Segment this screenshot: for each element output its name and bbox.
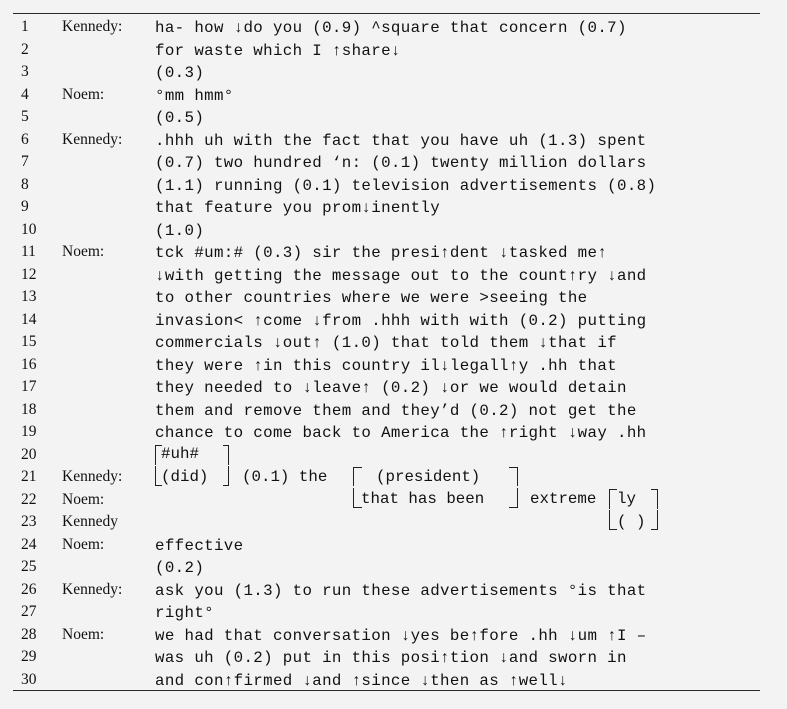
- utterance-text: (1.1) running (0.1) television advertisements (0.8): [155, 176, 657, 195]
- overlap-did: (did): [161, 467, 209, 486]
- transcript-line: [0, 534, 787, 557]
- transcript-line: [0, 84, 787, 107]
- top-rule: [13, 13, 760, 14]
- line-number: 10: [21, 220, 37, 238]
- speaker-label: Kennedy: [62, 513, 118, 530]
- transcript-line: [0, 421, 787, 444]
- line-number: 23: [21, 513, 37, 530]
- bracket-close-20: [223, 445, 229, 465]
- line-number: 28: [21, 625, 37, 643]
- transcript-line: [0, 196, 787, 219]
- transcript-line: [0, 174, 787, 197]
- utterance-text: to other countries where we were >seeing the: [155, 289, 588, 307]
- transcript-line: [0, 646, 787, 669]
- line-number: 5: [21, 108, 29, 125]
- utterance-text: (0.5): [155, 109, 205, 127]
- line-number: 2: [21, 40, 29, 58]
- overlap-pause-the: (0.1) the: [242, 467, 328, 486]
- speaker-label: Noem:: [62, 625, 105, 643]
- line-number: 19: [21, 423, 37, 440]
- line-number: 3: [21, 63, 29, 80]
- utterance-text: right°: [155, 604, 214, 622]
- utterance-text: ↓with getting the message out to the count↑ry ↓and: [155, 266, 647, 285]
- bracket-close-23: [651, 510, 658, 530]
- utterance-text: (0.7) two hundred ‘n: (0.1) twenty million dollars: [155, 154, 647, 172]
- utterance-text: ask you (1.3) to run these advertisements °is that: [155, 581, 647, 600]
- transcript-line: [0, 219, 787, 242]
- line-number: 30: [21, 670, 37, 688]
- utterance-text: (0.3): [155, 64, 205, 82]
- overlap-line-23: [0, 510, 787, 533]
- line-number: 1: [21, 18, 29, 35]
- utterance-text: invasion< ↑come ↓from .hhh with with (0.2) putting: [155, 311, 647, 330]
- bracket-close-21b: [509, 467, 518, 486]
- line-number: 16: [21, 355, 37, 373]
- line-number: 6: [21, 130, 29, 148]
- overlap-line-20: [0, 442, 787, 465]
- utterance-text: they were ↑in this country il↓legall↑y .hh that: [155, 356, 617, 375]
- overlap-extreme: extreme: [530, 490, 597, 508]
- overlap-line-22: [0, 487, 787, 510]
- utterance-text: (0.2): [155, 559, 205, 577]
- line-number: 29: [21, 648, 37, 665]
- transcript-line: [0, 151, 787, 174]
- utterance-text: that feature you prom↓inently: [155, 199, 441, 217]
- utterance-text: was uh (0.2) put in this posi↑tion ↓and sworn in: [155, 649, 627, 667]
- line-number: 20: [21, 445, 37, 463]
- line-number: 12: [21, 265, 37, 283]
- line-number: 9: [21, 198, 29, 215]
- transcript-line: [0, 331, 787, 354]
- speaker-label: Noem:: [62, 85, 105, 103]
- transcript-line: [0, 601, 787, 624]
- utterance-text: .hhh uh with the fact that you have uh (1.3) spent: [155, 131, 647, 150]
- bracket-close-21: [223, 466, 229, 486]
- speaker-label: Kennedy:: [62, 468, 123, 485]
- transcript-line: [0, 354, 787, 377]
- line-number: 11: [21, 243, 36, 260]
- line-number: 26: [21, 580, 37, 598]
- utterance-text: we had that conversation ↓yes be↑fore .hh ↓um ↑I –: [155, 626, 647, 645]
- utterance-text: they needed to ↓leave↑ (0.2) ↓or we would detain: [155, 379, 627, 397]
- speaker-label: Kennedy:: [62, 130, 123, 148]
- overlap-uh: #uh#: [161, 445, 199, 463]
- overlap-line-21: [0, 465, 787, 488]
- transcript-line: [0, 106, 787, 129]
- transcript-line: [0, 376, 787, 399]
- speaker-label: Noem:: [62, 490, 105, 508]
- transcript-line: [0, 129, 787, 152]
- transcript-line: [0, 556, 787, 579]
- utterance-text: commercials ↓out↑ (1.0) that told them ↓that if: [155, 334, 617, 352]
- line-number: 27: [21, 603, 37, 620]
- speaker-label: Kennedy:: [62, 18, 123, 35]
- transcript-line: [0, 399, 787, 422]
- line-number: 8: [21, 175, 29, 193]
- utterance-text: chance to come back to America the ↑right ↓way .hh: [155, 424, 647, 442]
- utterance-text: ha- how ↓do you (0.9) ^square that concern (0.7): [155, 19, 627, 37]
- overlap-president: (president): [376, 467, 481, 486]
- bracket-open-21b: [353, 467, 362, 486]
- bracket-open-23: [609, 510, 617, 530]
- line-number: 24: [21, 535, 37, 553]
- line-number: 15: [21, 333, 37, 350]
- speaker-label: Kennedy:: [62, 580, 123, 598]
- transcript-line: [0, 624, 787, 647]
- bracket-close-22: [509, 488, 518, 508]
- bracket-open-22: [353, 488, 362, 508]
- line-number: 18: [21, 400, 37, 418]
- bracket-open-21: [155, 466, 162, 486]
- speaker-label: Noem:: [62, 243, 105, 260]
- transcript-line: [0, 579, 787, 602]
- line-number: 17: [21, 378, 37, 395]
- transcript-line: [0, 16, 787, 39]
- transcript-line: [0, 61, 787, 84]
- line-number: 4: [21, 85, 29, 103]
- transcript-line: [0, 309, 787, 332]
- bracket-close-22b: [651, 489, 658, 509]
- transcript-line: [0, 241, 787, 264]
- utterance-text: tck #um:# (0.3) sir the presi↑dent ↓tasked me↑: [155, 244, 608, 262]
- utterance-text: effective: [155, 536, 244, 555]
- line-number: 25: [21, 558, 37, 575]
- overlap-ly: ly: [617, 490, 636, 508]
- transcript-line: [0, 39, 787, 62]
- line-number: 22: [21, 490, 37, 508]
- utterance-text: them and remove them and they’d (0.2) not get the: [155, 401, 637, 420]
- bracket-open-20: [155, 445, 162, 465]
- transcript-line: [0, 264, 787, 287]
- line-number: 21: [21, 468, 37, 485]
- utterance-text: °mm hmm°: [155, 86, 234, 105]
- line-number: 13: [21, 288, 37, 305]
- overlap-that-has-been: that has been: [361, 490, 485, 508]
- line-number: 14: [21, 310, 37, 328]
- transcript-line: [0, 286, 787, 309]
- overlap-paren: ( ): [617, 512, 646, 531]
- utterance-text: (1.0): [155, 221, 205, 240]
- utterance-text: and con↑firmed ↓and ↑since ↓then as ↑well↓: [155, 671, 568, 690]
- utterance-text: for waste which I ↑share↓: [155, 41, 401, 60]
- transcript-line: [0, 669, 787, 692]
- bracket-open-22b: [609, 489, 617, 509]
- line-number: 7: [21, 153, 29, 170]
- speaker-label: Noem:: [62, 535, 105, 553]
